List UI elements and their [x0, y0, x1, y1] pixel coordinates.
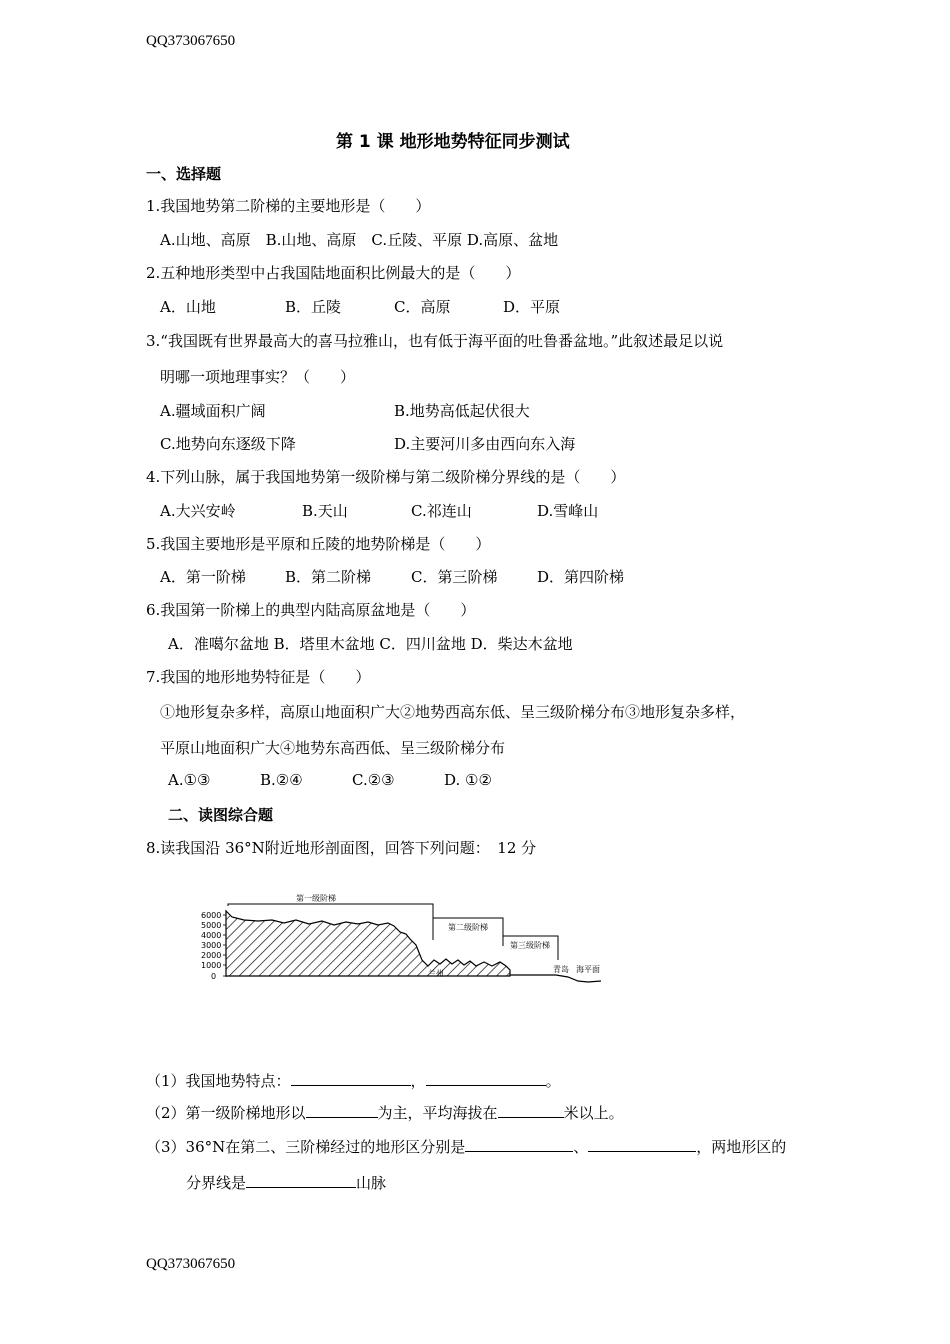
question-3-stem-line1: 3.“我国既有世界最高大的喜马拉雅山，也有低于海平面的吐鲁番盆地。”此叙述最足以说	[146, 332, 724, 350]
question-3-option-a: A.疆域面积广阔	[160, 402, 266, 420]
answer-blank-1b[interactable]	[426, 1071, 546, 1086]
subquestion-2-mid: 为主，平均海拔在	[377, 1104, 498, 1122]
question-2-stem: 2.五种地形类型中占我国陆地面积比例最大的是（ ）	[146, 264, 521, 282]
question-7-option-a: A.①③	[168, 771, 211, 789]
question-8-stem: 8.读我国沿 36°N附近地形剖面图，回答下列问题： 12 分	[146, 839, 537, 857]
question-1-options: A.山地、高原 B.山地、高原 C.丘陵、平原 D.高原、盆地	[160, 231, 559, 249]
answer-blank-3b[interactable]	[588, 1137, 696, 1152]
question-5-stem: 5.我国主要地形是平原和丘陵的地势阶梯是（ ）	[146, 535, 491, 553]
subquestion-1	[146, 1070, 561, 1091]
question-7-option-c: C.②③	[352, 771, 395, 789]
step-2-label: 第二级阶梯	[448, 923, 488, 932]
y-tick-5000: 5000	[201, 921, 222, 930]
subquestion-2-prefix: （2）第一级阶梯地形以	[146, 1104, 306, 1122]
question-2-option-c: C．高原	[394, 298, 451, 316]
subquestion-3-sep: 、	[573, 1138, 589, 1156]
question-7-option-d: D. ①②	[444, 771, 492, 789]
question-7-statements-line2: 平原山地面积广大④地势东高西低、呈三级阶梯分布	[160, 739, 506, 757]
subquestion-1-prefix: （1）我国地势特点：	[146, 1072, 291, 1090]
question-3-option-b: B.地势高低起伏很大	[394, 402, 530, 420]
y-tick-6000: 6000	[201, 911, 222, 920]
y-tick-2000: 2000	[201, 951, 222, 960]
question-3-option-d: D.主要河川多由西向东入海	[394, 435, 576, 453]
answer-blank-2a[interactable]	[306, 1103, 378, 1118]
question-6-stem: 6.我国第一阶梯上的典型内陆高原盆地是（ ）	[146, 601, 476, 619]
lanzhou-label: 兰州	[428, 969, 444, 978]
qingdao-label: 青岛	[553, 965, 569, 974]
question-4-stem: 4.下列山脉，属于我国地势第一级阶梯与第二级阶梯分界线的是（ ）	[146, 468, 626, 486]
subquestion-3-line2-prefix: 分界线是	[186, 1174, 247, 1192]
subquestion-1-end: 。	[545, 1072, 561, 1090]
question-2-option-a: A．山地	[160, 298, 216, 316]
question-4-option-c: C.祁连山	[411, 502, 472, 520]
subquestion-3-line2	[186, 1172, 386, 1193]
question-5-option-b: B．第二阶梯	[285, 568, 372, 586]
question-4-option-a: A.大兴安岭	[160, 502, 236, 520]
footer-watermark: QQ373067650	[146, 1256, 236, 1272]
subquestion-1-sep: ，	[410, 1072, 426, 1090]
question-5-option-c: C．第三阶梯	[411, 568, 498, 586]
answer-blank-3a[interactable]	[465, 1137, 573, 1152]
question-6-options: A．准噶尔盆地 B．塔里木盆地 C．四川盆地 D．柴达木盆地	[168, 635, 573, 653]
question-2-option-d: D．平原	[503, 298, 561, 316]
question-7-stem: 7.我国的地形地势特征是（ ）	[146, 668, 371, 686]
answer-blank-1a[interactable]	[291, 1071, 411, 1086]
sea-level-label: 海平面	[576, 965, 600, 974]
y-tick-4000: 4000	[201, 931, 222, 940]
step-3-label: 第三级阶梯	[510, 941, 550, 950]
answer-blank-3c[interactable]	[246, 1173, 356, 1188]
y-tick-3000: 3000	[201, 941, 222, 950]
header-watermark: QQ373067650	[146, 33, 236, 49]
question-5-option-a: A．第一阶梯	[160, 568, 246, 586]
y-tick-0: 0	[211, 972, 217, 981]
subquestion-2	[146, 1102, 624, 1123]
step-1-label: 第一级阶梯	[296, 894, 336, 903]
section-map-heading: 二、读图综合题	[168, 806, 274, 824]
section-choice-heading: 一、选择题	[146, 165, 222, 183]
question-5-option-d: D．第四阶梯	[537, 568, 625, 586]
question-3-stem-line2: 明哪一项地理事实？（ ）	[160, 368, 356, 386]
subquestion-3-line1	[146, 1136, 786, 1157]
question-2-option-b: B．丘陵	[285, 298, 342, 316]
question-3-option-c: C.地势向东逐级下降	[160, 435, 296, 453]
page-title: 第 1 课 地形地势特征同步测试	[336, 132, 570, 152]
y-tick-1000: 1000	[201, 961, 222, 970]
subquestion-2-end: 米以上。	[563, 1104, 624, 1122]
subquestion-3-prefix: （3）36°N在第二、三阶梯经过的地形区分别是	[146, 1138, 466, 1156]
question-4-option-b: B.天山	[302, 502, 348, 520]
question-1-stem: 1.我国地势第二阶梯的主要地形是（ ）	[146, 197, 431, 215]
question-7-option-b: B.②④	[260, 771, 303, 789]
answer-blank-2b[interactable]	[498, 1103, 564, 1118]
subquestion-3-end: ，两地形区的	[696, 1138, 787, 1156]
question-7-statements-line1: ①地形复杂多样，高原山地面积广大②地势西高东低、呈三级阶梯分布③地形复杂多样，	[160, 703, 746, 721]
question-4-option-d: D.雪峰山	[537, 502, 599, 520]
terrain-profile-figure	[196, 880, 626, 990]
subquestion-3-line2-end: 山脉	[356, 1174, 387, 1192]
